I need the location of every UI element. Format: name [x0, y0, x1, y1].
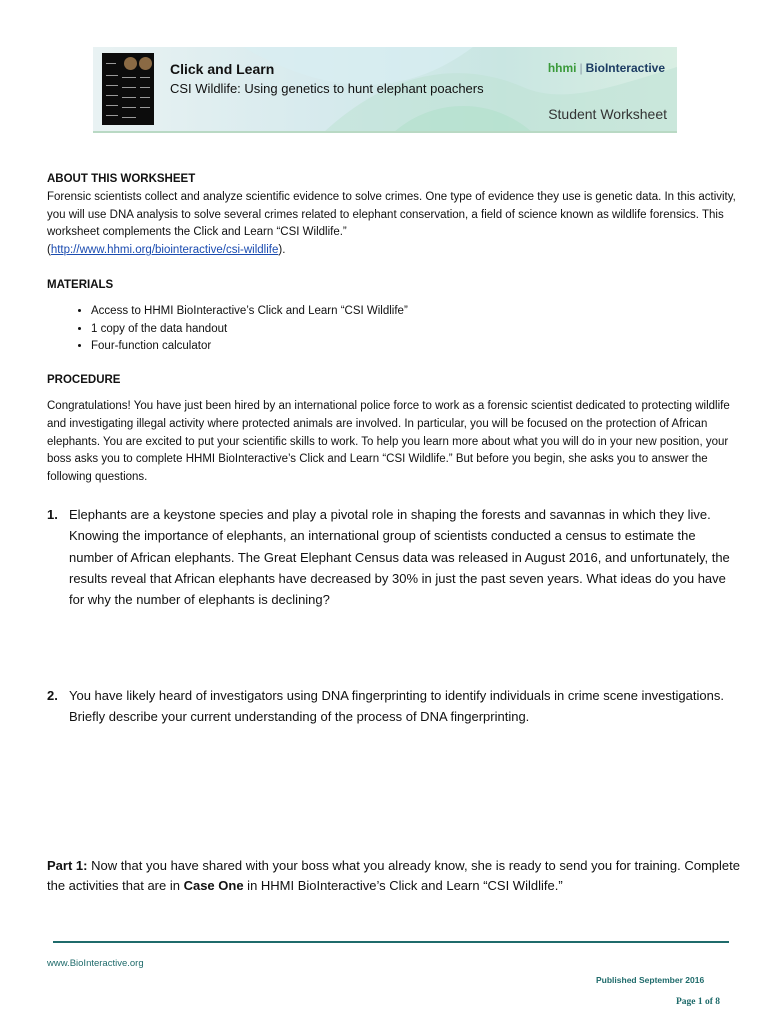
thumbnail-image: [102, 53, 154, 125]
page-number: Page 1 of 8: [676, 997, 721, 1007]
procedure-heading: PROCEDURE: [47, 374, 121, 387]
published-date: Published September 2016: [596, 975, 705, 985]
materials-heading: MATERIALS: [47, 278, 114, 291]
question-number: 2.: [47, 688, 58, 703]
list-item: • 1 copy of the data handout: [91, 321, 737, 339]
question-1: [47, 504, 737, 610]
logo-biointeractive-text: BioInteractive: [585, 61, 665, 75]
question-number: 1.: [47, 507, 58, 522]
footer-url: www.BioInteractive.org: [47, 958, 144, 969]
list-item: • Four-function calculator: [91, 338, 737, 356]
banner-subtitle: CSI Wildlife: Using genetics to hunt elephant poachers: [170, 81, 484, 96]
question-2: [47, 685, 737, 728]
footer-divider: [53, 941, 729, 943]
hhmi-logo: hhmi | BioInteractive: [547, 61, 665, 75]
banner-title: Click and Learn: [170, 61, 275, 77]
logo-hhmi-text: hhmi: [547, 61, 577, 75]
procedure-text: Congratulations! You have just been hired by an international police force to work as a forensic scientist dedicated to protecting wildlife and investigating illegal activity where protected animals are involved. In particular, you will be focused on the protection of African elephants. You are excited to put your scientific skills to work. To help you learn more about what you will do in your new position, your boss asks you to complete HHMI BioInteractive’s Click and Learn “CSI Wildlife.” But before you begin, she asks you to answer the following questions.: [47, 399, 730, 484]
header-banner: [93, 47, 677, 133]
about-heading: ABOUT THIS WORKSHEET: [47, 173, 196, 185]
list-item: • Access to HHMI BioInteractive’s Click and Learn “CSI Wildlife”: [91, 303, 737, 321]
csi-wildlife-link[interactable]: http://www.hhmi.org/biointeractive/csi-wildlife: [50, 244, 279, 257]
worksheet-intro: [47, 171, 737, 487]
question-text: You have likely heard of investigators using DNA fingerprinting to identify individuals in crime scene investigations. Briefly describe your current understanding of the process of DNA fingerprinting.: [69, 688, 724, 725]
worksheet-label: Student Worksheet: [548, 106, 667, 122]
question-text: Elephants are a keystone species and play a pivotal role in shaping the forests and savannas in which they live. Knowing the importance of elephants, an international group of scientists conducted a census to estimate the number of African elephants. The Great Elephant Census data was released in August 2016, and unfortunately, the results reveal that African elephants have decreased by 30% in just the past seven years. What ideas do you have for why the number of elephants is declining?: [69, 507, 730, 608]
elephant-photo-icon: [139, 57, 152, 70]
elephant-photo-icon: [124, 57, 137, 70]
materials-list: [47, 303, 737, 356]
part-1-instructions: Part 1: Now that you have shared with your boss what you already know, she is ready to send you for training. Complete the activities that are in Case One in HHMI BioInteractive’s Click and Learn “CSI Wildlife.”: [47, 858, 740, 893]
about-text: Forensic scientists collect and analyze scientific evidence to solve crimes. One type of evidence they use is genetic data. In this activity, you will use DNA analysis to solve several crimes related to elephant conservation, a field of science known as wildlife forensics. This worksheet complements the Click and Learn “CSI Wildlife.” (http://www.hhmi.org/biointeractive/csi-wildlife).: [47, 190, 736, 257]
